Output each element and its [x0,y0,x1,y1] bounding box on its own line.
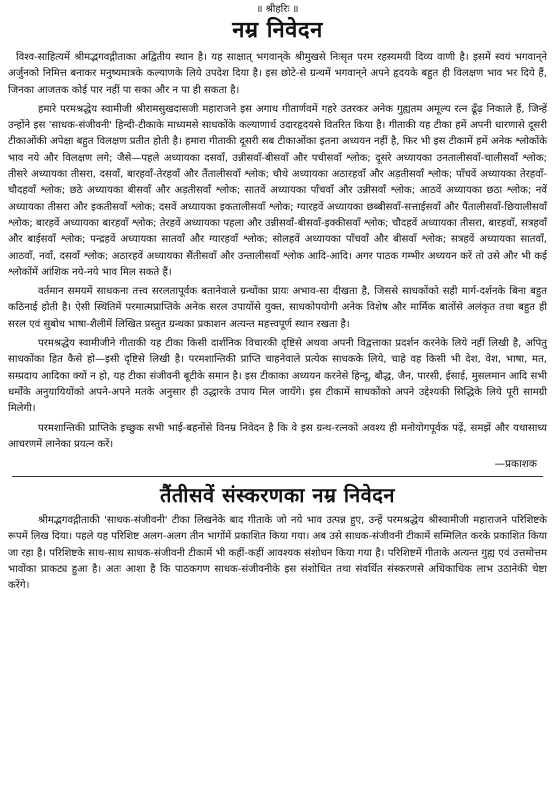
section-divider [12,476,543,477]
paragraph-3: वर्तमान समयमें साधकना तत्त्व सरलतापूर्वक बतानेवाले ग्रन्थोंका प्रायः अभाव-सा दीखता है, जिससे साधकोंको सही मार्ग-दर्शनके बिना बहुत कठिनाई होती है। ऐसी स्थितिमें परमात्मप्राप्तिके अनेक सरल उपायोंसे युक्त, साधकोपयोगी अनेक विशेष और मार्मिक बातोंसे अलंकृत तथा बहुत ही सरल एवं सुबोध भाषा-शैलीमें लिखित प्रस्तुत ग्रन्थका प्रकाशन अत्यन्त महत्त्वपूर्ण स्थान रखता है। [8,286,547,330]
publisher-signature: —प्रकाशक [494,458,537,471]
section-title-namra-nivedan: नम्र निवेदन [232,18,323,43]
paragraph-4: परमश्रद्धेय स्वामीजीने गीताकी यह टीका किसी दार्शनिक विचारकी दृष्टिसे अथवा अपनी विद्वत्ताका प्रदर्शन करनेके लिये नहीं लिखी है, अपितु साधकोंका हित कैसे हो—इसी दृष्टिसे लिखी है। परमशान्तिकी प्राप्ति चाहनेवाले प्रत्येक साधकके लिये, चाहे वह किसी भी देश, वेश, भाषा, मत, सम्प्रदाय आदिका क्यों न हो, यह टीका संजीवनी बूटीके समान है। इस टीकाका अध्ययन करनेसे हिन्दू, बौद्ध, जैन, पारसी, ईसाई, मुसलमान आदि सभी धर्मोंके अनुयायियोंको अपने-अपने मतके अनुसार ही उद्धारके उपाय मिल जायँगे। इस टीकामें साधकोंको अपने उद्देश्यकी सिद्धिके लिये पूरी सामग्री मिलेगी। [8,338,547,415]
paragraph-1: विश्व-साहित्यमें श्रीमद्भगवद्गीताका अद्वितीय स्थान है। यह साक्षात् भगवान्‌के श्रीमुखसे निःसृत परम रहस्यमयी दिव्य वाणी है। इसमें स्वयं भगवान्‌ने अर्जुनको निमित्त बनाकर मनुष्यमात्रके कल्याणके लिये उपदेश दिया है। इस छोटे-से ग्रन्थमें भगवान्‌ने अपने हृदयके बहुत ही विलक्षण भाव भर दिये हैं, जिनका आजतक कोई पार नहीं पा सका और न पा ही सकता है। [8,52,547,96]
paragraph-5: परमशान्तिकी प्राप्तिके इच्छुक सभी भाई-बहनोंसे विनम्र निवेदन है कि वे इस ग्रन्थ-रत्नको अवश्य ही मनोयोगपूर्वक पढ़ें, समझें और यथासाध्य आचरणमें लानेका प्रयत्न करें। [8,422,547,450]
paragraph-2: हमारे परमश्रद्धेय स्वामीजी श्रीरामसुखदासजी महाराजने इस अगाध गीतार्णवमें गहरे उतरकर अनेक गुह्यतम अमूल्य रत्न ढूँढ़ निकाले हैं, जिन्हें उन्होंने इस 'साधक-संजीवनी' हिन्दी-टीकाके माध्यमसे साधकोंके कल्याणार्थ उदारहृदयसे वितरित किया है। गीताकी यह टीका हमें अपनी धारणासे दूसरी टीकाओंकी अपेक्षा बहुत विलक्षण प्रतीत होती है। हमारा गीताकी दूसरी सब टीकाओंका इतना अध्ययन नहीं है, फिर भी इस टीकामें हमें अनेक श्लोकोंके भाव नये और विलक्षण लगे; जैसे—पहले अध्यायका दसवाँ, उन्नीसवाँ-बीसवाँ और पचीसवाँ श्लोक; दूसरे अध्यायका उनतालीसवाँ-चालीसवाँ श्लोक; तीसरे अध्यायका तीसरा, दसवाँ, बारहवाँ-तेरहवाँ और तैंतालीसवाँ श्लोक; चौथे अध्यायका अठारहवाँ और अड़तीसवाँ श्लोक; पाँचवें अध्यायका तेरहवाँ-चौदहवाँ श्लोक; छठे अध्यायका बीसवाँ और अड़तीसवाँ श्लोक; सातवें अध्यायका पाँचवाँ और उन्नीसवाँ श्लोक; आठवें अध्यायका छठा श्लोक; नवें अध्यायका तीसरा और इकतीसवाँ श्लोक; दसवें अध्यायका इकतालीसवाँ श्लोक; ग्यारहवें अध्यायका छब्बीसवाँ-सत्ताईसवाँ और पैंतालीसवाँ-छियालीसवाँ श्लोक; बारहवें अध्यायका बारहवाँ श्लोक; तेरहवें अध्यायका पहला और उन्नीसवाँ-बीसवाँ-इक्कीसवाँ श्लोक; चौदहवें अध्यायका तीसरा, बारहवाँ, सत्रहवाँ और बाईसवाँ श्लोक; पन्द्रहवें अध्यायका सातवाँ और ग्यारहवाँ श्लोक; सोलहवें अध्यायका पाँचवाँ और बीसवाँ श्लोक; सत्रहवें अध्यायका सातवाँ, आठवाँ, नवाँ, दसवाँ श्लोक; अठारहवें अध्यायका सैंतीसवाँ और उन्तालीसवाँ श्लोक आदि-आदि। अगर पाठक गम्भीर अध्ययन करें तो उसे और भी कई श्लोकोंमें आंशिक नये-नये भाव मिल सकते हैं। [8,103,547,278]
invocation-text: ॥ श्रीहरिः ॥ [256,4,299,15]
paragraph-edition-note: श्रीमद्भगवद्गीताकी 'साधक-संजीवनी' टीका लिखनेके बाद गीताके जो नये भाव उत्पन्न हुए, उन्हें परमश्रद्धेय श्रीस्वामीजी महाराजने परिशिष्टके रूपमें लिख दिया। पहले यह परिशिष्ट अलग-अलग तीन भागोंमें प्रकाशित किया गया। अब उसे साधक-संजीवनी टीकामें सम्मिलित करके प्रकाशित किया जा रहा है। परिशिष्टके साथ-साथ साधक-संजीवनी टीकामें भी कहीं-कहीं आवश्यक संशोधन किया गया है। परिशिष्टमें गीताके अत्यन्त गुह्य एवं उत्तमोत्तम भावोंका प्राकट्य हुआ है। अतः आशा है कि पाठकगण साधक-संजीवनीके इस संशोधित तथा संवर्धित संस्करणसे अधिकाधिक लाभ उठानेकी चेष्टा करेंगे। [8,515,547,592]
section-title-33rd-edition: तैंतीसवें संस्करणका नम्र निवेदन [159,483,396,508]
